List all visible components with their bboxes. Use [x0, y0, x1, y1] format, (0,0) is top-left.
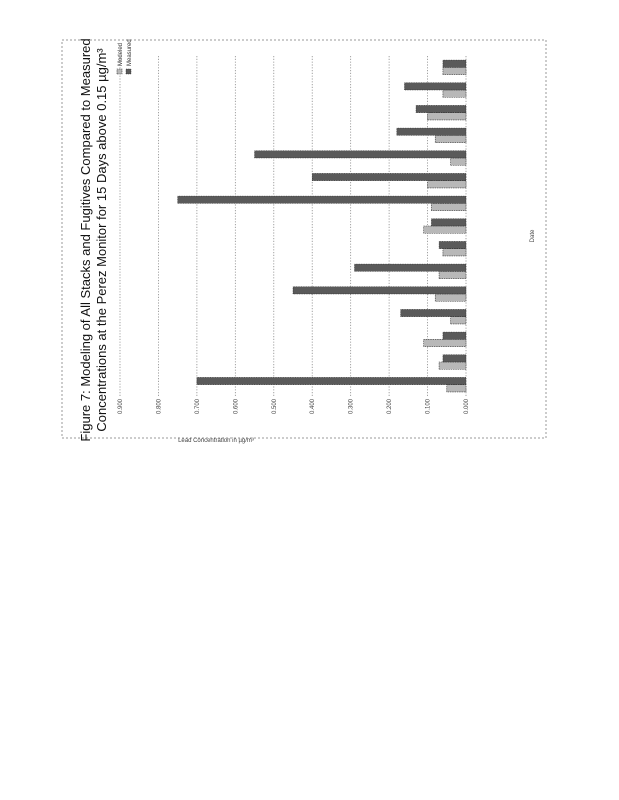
y-tick-label: 0.700	[194, 399, 201, 415]
x-axis-label: Date	[530, 229, 536, 243]
bar-measured	[443, 60, 466, 67]
y-tick-labels	[118, 398, 470, 414]
bar-modeled	[443, 249, 466, 256]
bar-modeled	[431, 203, 466, 210]
gridlines	[120, 56, 466, 396]
bar-measured	[197, 377, 466, 384]
bars	[178, 60, 466, 392]
chart-title-line-1: Figure 7: Modeling of All Stacks and Fugitives Compared to Measured	[78, 38, 93, 442]
y-axis-label: Lead Concentration in µg/m³	[178, 438, 254, 444]
bar-modeled	[428, 181, 466, 188]
bar-modeled	[424, 339, 466, 346]
bar-modeled	[443, 67, 466, 74]
legend-swatch	[126, 69, 131, 74]
bar-measured	[397, 128, 466, 135]
bar-measured	[404, 83, 466, 90]
bar-measured	[355, 264, 466, 271]
legend-swatch	[117, 69, 122, 74]
bar-modeled	[439, 362, 466, 369]
y-tick-label: 0.100	[425, 399, 432, 415]
bar-measured	[255, 151, 466, 158]
bar-modeled	[435, 135, 466, 142]
bar-measured	[443, 355, 466, 362]
bar-measured	[416, 105, 466, 112]
bar-modeled	[424, 226, 466, 233]
bar-modeled	[443, 90, 466, 97]
bar-modeled	[428, 113, 466, 120]
bar-modeled	[447, 385, 466, 392]
y-tick-label: 0.300	[348, 399, 355, 415]
bar-modeled	[435, 294, 466, 301]
chart-title-line-2: Concentrations at the Perez Monitor for 15 Days above 0.15 µg/m³	[94, 48, 109, 432]
bar-measured	[431, 219, 466, 226]
bar-measured	[178, 196, 466, 203]
y-tick-label: 0.500	[271, 399, 278, 415]
bar-measured	[312, 173, 466, 180]
legend	[117, 39, 133, 74]
bar-modeled	[439, 271, 466, 278]
y-tick-label: 0.200	[387, 399, 394, 415]
bar-measured	[293, 287, 466, 294]
bar-measured	[439, 241, 466, 248]
legend-label: Measured	[127, 39, 133, 66]
legend-label: Modeled	[118, 42, 124, 66]
y-tick-label: 0.400	[310, 399, 317, 415]
bar-measured	[443, 332, 466, 339]
y-tick-label: 0.000	[464, 399, 470, 415]
y-tick-label: 0.900	[118, 399, 124, 415]
chart-rotated-group	[78, 38, 536, 444]
bar-modeled	[451, 158, 466, 165]
bar-measured	[401, 309, 466, 316]
bar-modeled	[451, 317, 466, 324]
y-tick-label: 0.600	[233, 399, 240, 415]
y-tick-label: 0.800	[156, 399, 163, 415]
